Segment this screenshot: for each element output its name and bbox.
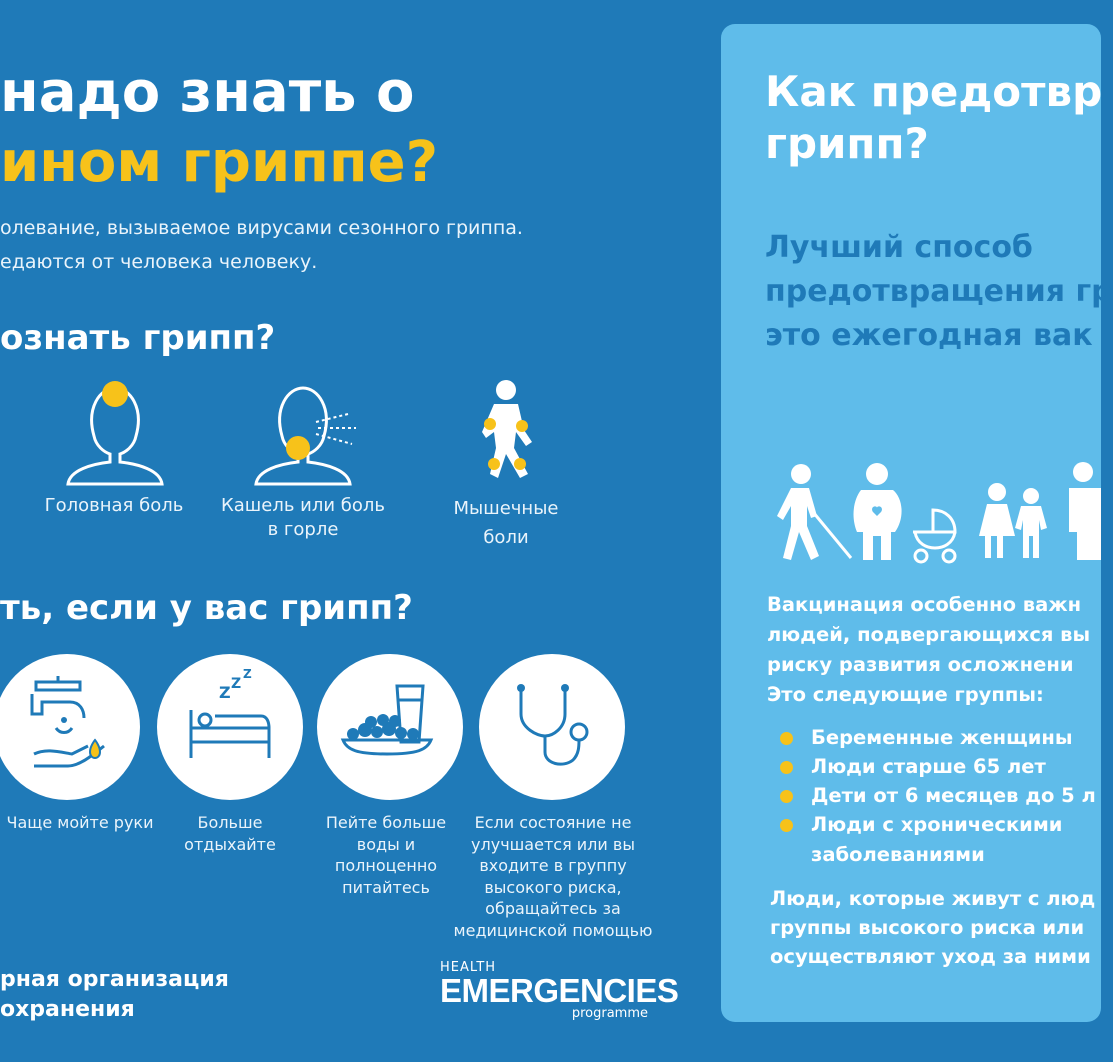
page-title-line1: надо знать о — [0, 60, 415, 125]
best-way-line2: предотвращения гр — [765, 274, 1113, 309]
action-label-rest: Больше отдыхайте — [184, 813, 276, 854]
group-item-children: Дети от 6 месяцев до 5 л — [811, 784, 1096, 807]
action-circle-wash — [0, 654, 140, 800]
best-way-line1: Лучший способ — [765, 230, 1033, 265]
caregivers-text-line2: группы высокого риска или — [770, 916, 1085, 939]
health-emergencies-logo — [440, 960, 679, 1021]
vaccination-text-line1: Вакцинация особенно важн — [767, 593, 1082, 616]
group-item-pregnant: Беременные женщины — [811, 726, 1073, 749]
risk-groups-icon — [777, 462, 1101, 566]
wash-hands-icon — [0, 654, 140, 800]
muscle-pain-icon — [468, 378, 548, 488]
action-circle-doctor — [479, 654, 625, 800]
svg-text:Z: Z — [231, 676, 242, 692]
symptom-label-headache: Головная боль — [44, 495, 184, 516]
vaccination-text-line2: людей, подвергающихся вы — [767, 623, 1091, 646]
bullet-dot — [780, 732, 793, 745]
who-org-name-line2: охранения — [0, 997, 135, 1022]
group-item-elderly: Люди старше 65 лет — [811, 755, 1046, 778]
action-label-doctor: Если состояние не улучшается или вы входите в группу высокого риска, обращайтесь за медицинской помощью — [453, 813, 653, 940]
action-label-wash: Чаще мойте руки — [6, 813, 154, 832]
he-health-text: HEALTH — [440, 960, 497, 975]
caregivers-text-line3: осуществляют уход за ними — [770, 945, 1091, 968]
page-title-line2: ином гриппе? — [0, 130, 439, 195]
action-circle-food — [317, 654, 463, 800]
action-label-food: Пейте больше воды и полноценно питайтесь — [325, 813, 447, 897]
bullet-dot — [780, 761, 793, 774]
intro-line1: олевание, вызываемое вирусами сезонного гриппа. — [0, 217, 523, 239]
vaccination-text-line3: риску развития осложнени — [767, 653, 1074, 676]
panel-title-line1: Как предотвр — [765, 67, 1103, 116]
caregivers-text-line1: Люди, которые живут с люд — [770, 887, 1096, 910]
he-programme-text: programme — [571, 1006, 648, 1021]
rest-icon — [157, 654, 303, 800]
recognize-heading: ознать грипп? — [0, 318, 276, 358]
svg-text:Z: Z — [243, 667, 252, 681]
he-emergencies-text: EMERGENCIES — [440, 972, 679, 1009]
headache-icon — [60, 378, 170, 488]
svg-text:Z: Z — [219, 683, 231, 702]
group-item-chronic-line1: Люди с хроническими — [811, 813, 1063, 836]
stethoscope-icon — [479, 654, 625, 800]
prevention-panel — [721, 24, 1113, 1022]
action-circle-rest — [157, 654, 303, 800]
food-water-icon — [317, 654, 463, 800]
bullet-dot — [780, 790, 793, 803]
actions-heading: ть, если у вас грипп? — [0, 588, 413, 628]
symptom-label-muscle: Мышечные боли — [453, 498, 559, 548]
best-way-line3: это ежегодная вак — [765, 318, 1093, 353]
panel-title-line2: грипп? — [765, 119, 929, 168]
bullet-dot — [780, 819, 793, 832]
vaccination-text-line4: Это следующие группы: — [767, 683, 1044, 706]
who-org-name-line1: рная организация — [0, 967, 229, 992]
intro-line2: едаются от человека человеку. — [0, 251, 318, 273]
group-item-chronic-line2: заболеваниями — [811, 843, 985, 866]
sore-throat-icon — [248, 378, 358, 488]
symptom-label-throat: Кашель или боль в горле — [220, 495, 386, 540]
